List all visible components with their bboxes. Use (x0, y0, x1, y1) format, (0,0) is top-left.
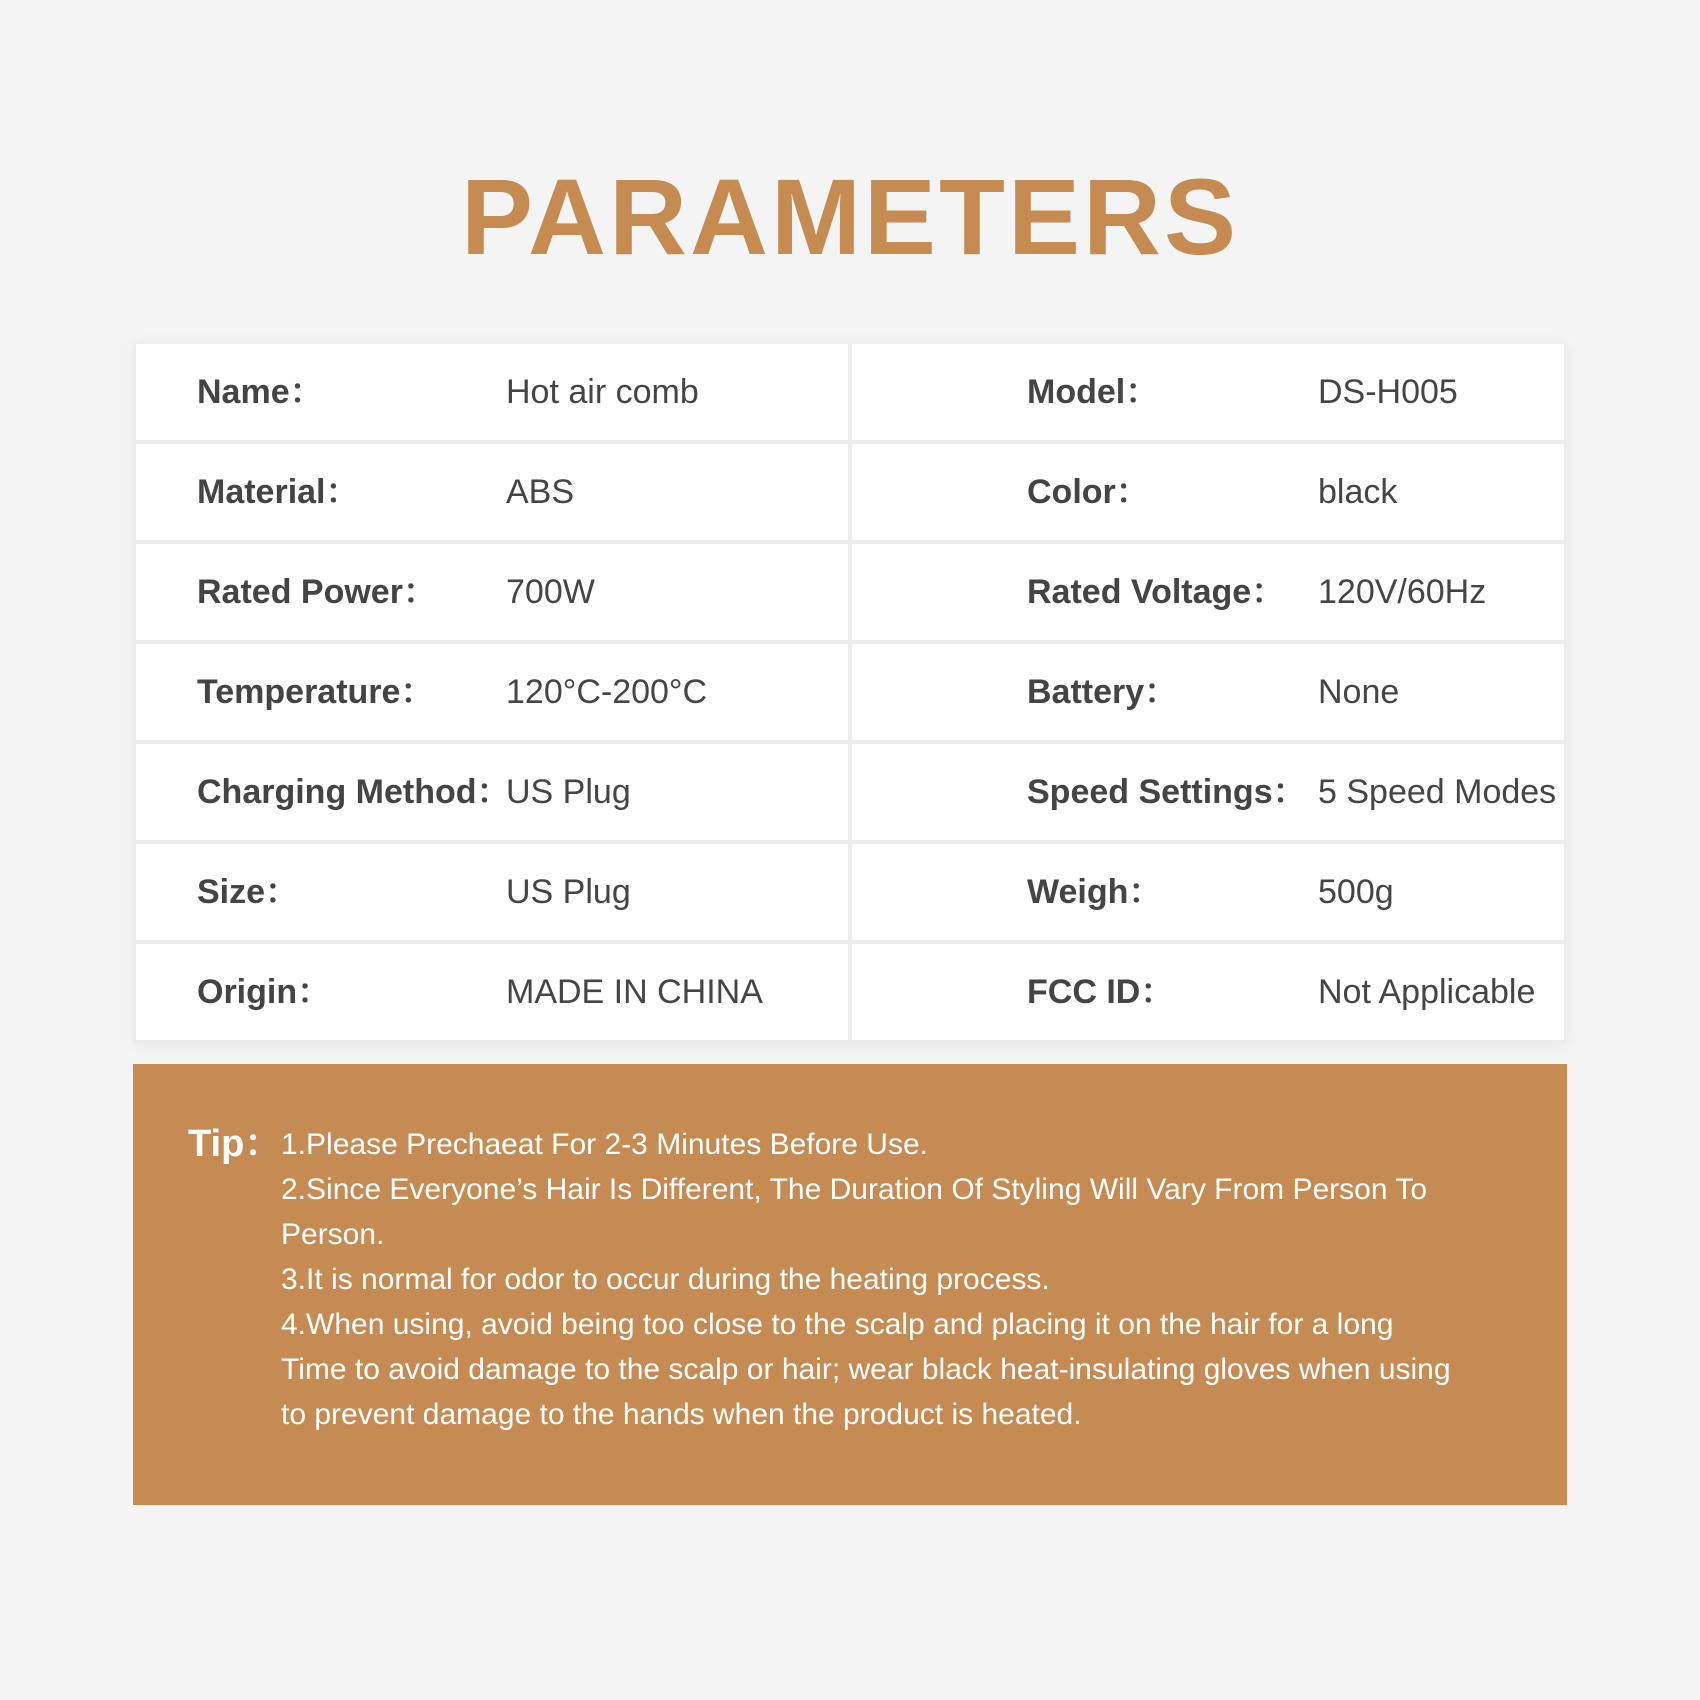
spec-label: FCC ID： (1027, 973, 1175, 1011)
spec-value: US Plug (506, 873, 631, 911)
spec-value: Not Applicable (1318, 973, 1536, 1011)
page-title: PARAMETERS (460, 156, 1240, 277)
tip-item: 2.Since Everyone’s Hair Is Different, The Duration Of Styling Will Vary From Person To Person. (281, 1173, 1428, 1251)
spec-cell-color (852, 444, 1564, 540)
spec-value: 700W (506, 573, 595, 611)
spec-value: ABS (506, 473, 575, 511)
spec-label: Color： (1027, 473, 1150, 511)
spec-cell-charging-method (136, 744, 848, 840)
tip-item: 1.Please Prechaeat For 2-3 Minutes Before Use. (281, 1128, 928, 1161)
spec-cell-rated-power (136, 544, 848, 640)
spec-label: Weigh： (1027, 873, 1163, 911)
spec-cell-battery (852, 644, 1564, 740)
spec-label: Rated Voltage： (1027, 573, 1286, 611)
spec-label: Material： (197, 473, 360, 511)
spec-value: 120°C-200°C (506, 673, 708, 711)
spec-cell-temperature (136, 644, 848, 740)
spec-label: Origin： (197, 973, 332, 1011)
spec-value: US Plug (506, 773, 631, 811)
spec-value: 5 Speed Modes (1318, 773, 1557, 811)
tip-panel (133, 1064, 1567, 1505)
table-row (134, 644, 1566, 740)
table-row (134, 344, 1566, 440)
parameters-table (134, 344, 1566, 1044)
spec-label: Size： (197, 873, 300, 911)
tip-list (281, 1122, 1461, 1437)
spec-value: DS-H005 (1318, 373, 1458, 411)
spec-cell-model (852, 344, 1564, 440)
spec-cell-origin (136, 944, 848, 1040)
spec-cell-name (136, 344, 848, 440)
tip-label: Tip： (188, 1123, 283, 1165)
spec-label: Name： (197, 373, 324, 411)
spec-cell-fcc-id (852, 944, 1564, 1040)
tip-item: 4.When using, avoid being too close to the scalp and placing it on the hair for a long Time to avoid damage to the scalp or hair; wear black heat-insulating gloves when using to prevent damage to the hands when the product is heated. (281, 1308, 1451, 1431)
spec-value: Hot air comb (506, 373, 699, 411)
table-row (134, 844, 1566, 940)
spec-cell-size (136, 844, 848, 940)
spec-label: Rated Power： (197, 573, 437, 611)
table-row (134, 944, 1566, 1040)
spec-value: 500g (1318, 873, 1394, 911)
table-row (134, 744, 1566, 840)
spec-value: black (1318, 473, 1398, 511)
spec-label: Temperature： (197, 673, 435, 711)
spec-value: None (1318, 673, 1400, 711)
table-row (134, 444, 1566, 540)
tip-item: 3.It is normal for odor to occur during the heating process. (281, 1263, 1050, 1296)
table-row (134, 544, 1566, 640)
spec-label: Speed Settings： (1027, 773, 1307, 811)
spec-cell-material (136, 444, 848, 540)
spec-label: Battery： (1027, 673, 1179, 711)
spec-cell-weigh (852, 844, 1564, 940)
spec-value: 120V/60Hz (1318, 573, 1487, 611)
spec-label: Charging Method： (197, 773, 511, 811)
spec-value: MADE IN CHINA (506, 973, 763, 1011)
spec-cell-speed-settings (852, 744, 1564, 840)
spec-cell-rated-voltage (852, 544, 1564, 640)
spec-label: Model： (1027, 373, 1160, 411)
